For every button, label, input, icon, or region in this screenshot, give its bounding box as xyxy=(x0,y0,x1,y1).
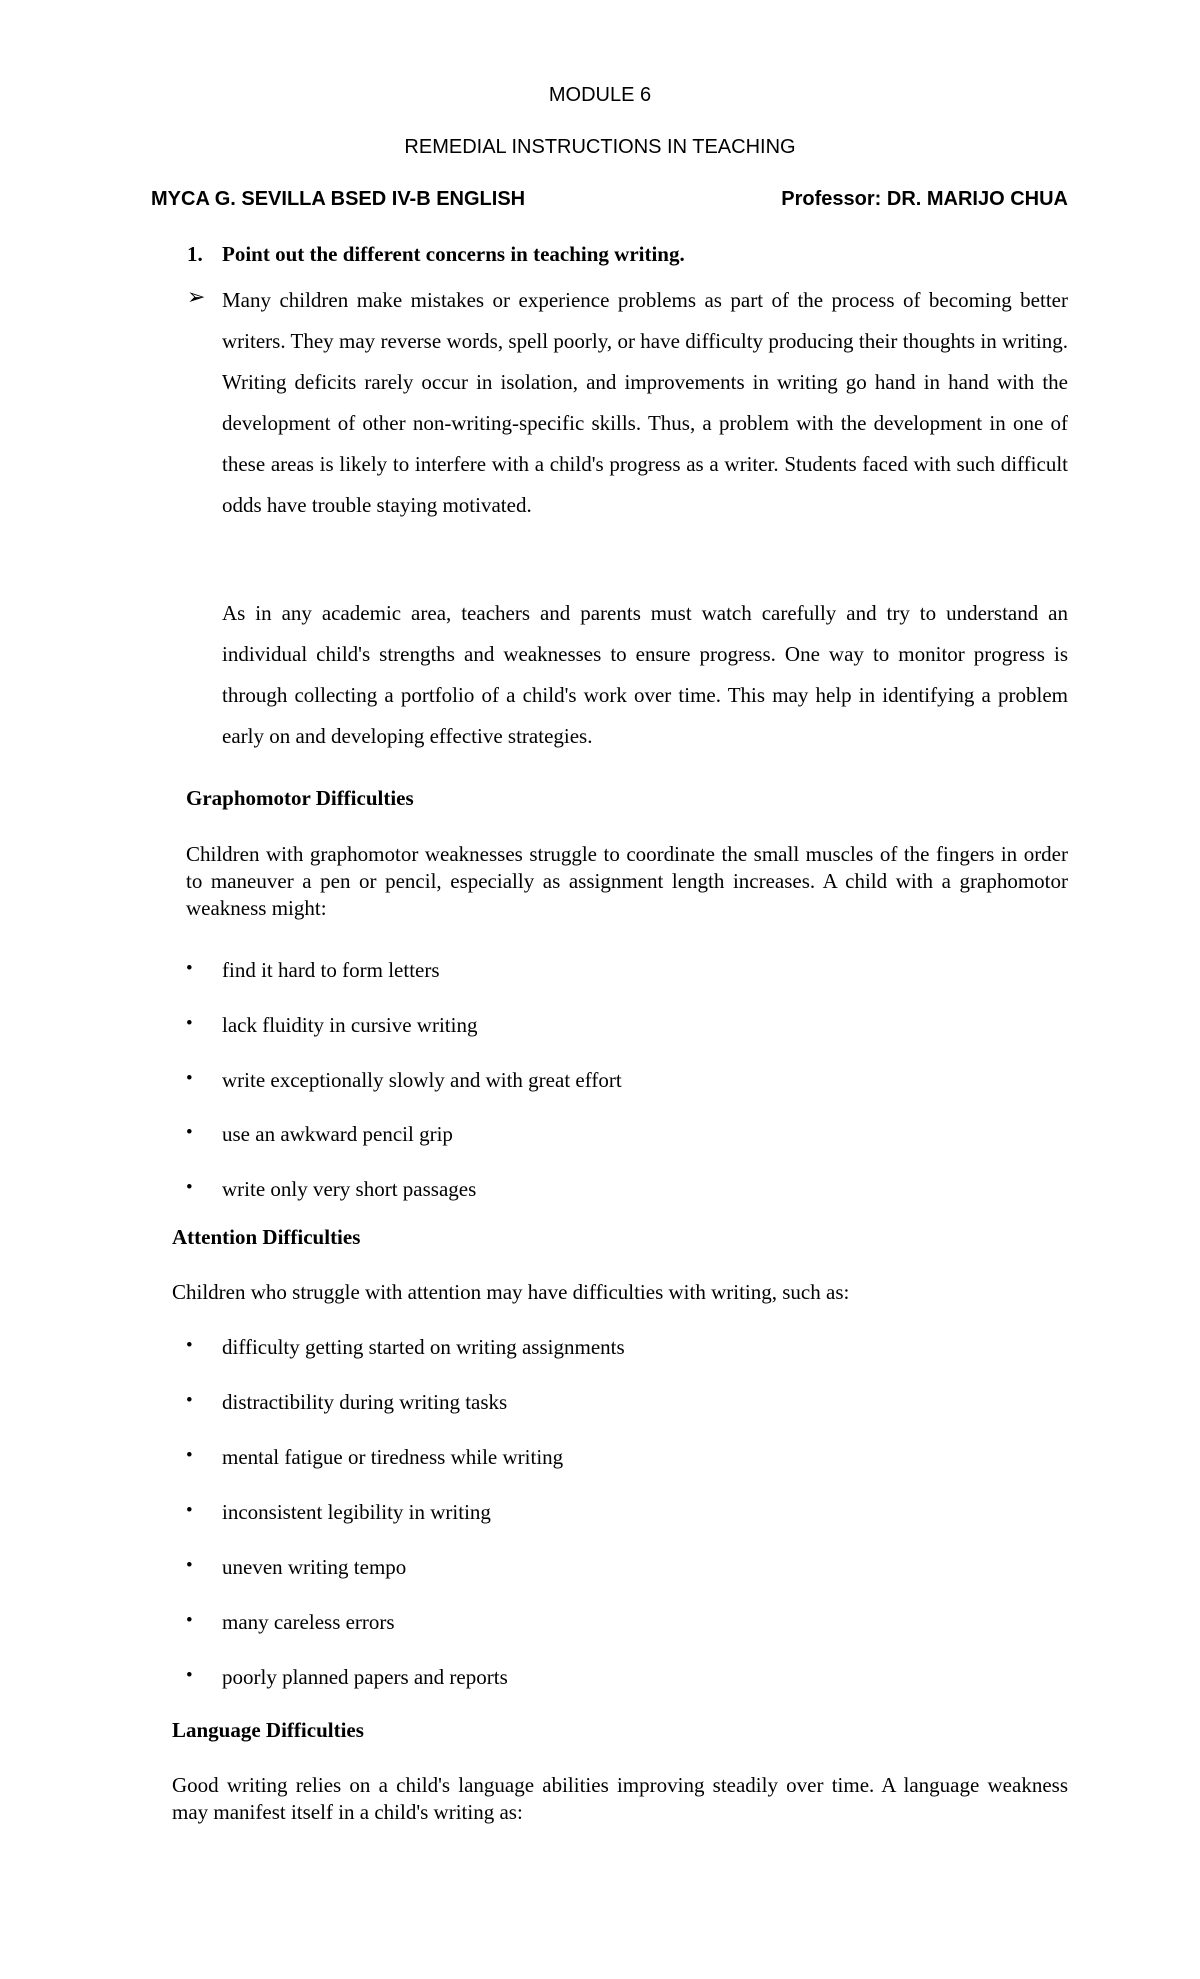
heading-graphomotor: Graphomotor Difficulties xyxy=(186,786,414,810)
bullet-icon: • xyxy=(186,1555,193,1576)
graphomotor-paragraph: Children with graphomotor weaknesses struggle to coordinate the small muscles of the fingers in order to maneuver a pen or pencil, especially as assignment length increases. A child with a graphomotor weakness might: xyxy=(186,842,1068,920)
bullet-icon: • xyxy=(186,1177,193,1198)
bullet-icon: • xyxy=(186,1445,193,1466)
language-paragraph: Good writing relies on a child's language abilities improving steadily over time. A language weakness may manifest itself in a child's writing as: xyxy=(172,1773,1068,1824)
bullet-icon: • xyxy=(186,1390,193,1411)
professor-line: Professor: DR. MARIJO CHUA xyxy=(781,188,1068,210)
bullet-icon: • xyxy=(186,1665,193,1686)
document-page: MODULE 6 REMEDIAL INSTRUCTIONS IN TEACHING MYCA G. SEVILLA BSED IV-B ENGLISH Professor: DR. MARIJO CHUA 1. Point out the different concerns in teaching writing. ➢ Many children make mistakes or experience problems as part of the process of becoming better writers. They may reverse words, spell poorly, or have difficulty producing their thoughts in writing. Writing deficits rarely occur in isolation, and improvements in writing go hand in hand with the development of other non-writing-specific skills. Thus, a problem with the development in one of these areas is likely to interfere with a child's progress as a writer. Students faced with such difficult odds have trouble staying motivated. As in any academic area, teachers and parents must watch carefully and try to understand an individual child's strengths and weaknesses to ensure progress. One way to monitor progress is through collecting a portfolio of a child's work over time. This may help in identifying a problem early on and developing effective strategies. Graphomotor Difficulties Children with graphomotor weaknesses struggle to coordinate the small muscles of the fingers in order to maneuver a pen or pencil, especially as assignment length increases. A child with a graphomotor weakness might: • find it hard to form letters • lack fluidity in cursive writing • write exceptionally slowly and with great effort • use an awkward pencil grip • write only very short passages Attention Difficulties Children who struggle with attention may have difficulties with writing, such as: • difficulty getting started on writing assignments • distractibility during writing tasks • mental fatigue or tiredness while writing • inconsistent legibility in writing • uneven writing tempo • many careless errors • poorly planned papers and reports Language Difficulties Good writing relies on a child's language abilities improving steadily over time. A language weakness may manifest itself in a child's writing as: xyxy=(0,0,1200,1979)
question-number: 1. xyxy=(187,242,203,266)
bullet-icon: • xyxy=(186,1610,193,1631)
attention-paragraph: Children who struggle with attention may have difficulties with writing, such as: xyxy=(172,1280,850,1304)
bullet-icon: • xyxy=(186,1335,193,1356)
bullet-icon: • xyxy=(186,1068,193,1089)
bullet-icon: • xyxy=(186,1013,193,1034)
intro-paragraph-2: As in any academic area, teachers and parents must watch carefully and try to understand an individual child's strengths and weaknesses to ensure progress. One way to monitor progress is through collecting a portfolio of a child's work over time. This may help in identifying a problem early on and developing effective strategies. xyxy=(222,601,1068,748)
bullet-icon: • xyxy=(186,1500,193,1521)
bullet-icon: • xyxy=(186,958,193,979)
document-title: REMEDIAL INSTRUCTIONS IN TEACHING xyxy=(404,136,796,158)
question-text: Point out the different concerns in teaching writing. xyxy=(222,242,685,266)
module-label: MODULE 6 xyxy=(548,84,652,106)
arrow-bullet-icon: ➢ xyxy=(187,284,206,309)
heading-attention: Attention Difficulties xyxy=(172,1225,361,1249)
intro-paragraph-1: Many children make mistakes or experience problems as part of the process of becoming better writers. They may reverse words, spell poorly, or have difficulty producing their thoughts in writing. Writing deficits rarely occur in isolation, and improvements in writing go hand in hand with the development of other non-writing-specific skills. Thus, a problem with the development in one of these areas is likely to interfere with a child's progress as a writer. Students faced with such difficult odds have trouble staying motivated. xyxy=(222,288,1068,517)
author-line: MYCA G. SEVILLA BSED IV-B ENGLISH xyxy=(151,188,526,210)
bullet-icon: • xyxy=(186,1122,193,1143)
heading-language: Language Difficulties xyxy=(172,1718,364,1742)
